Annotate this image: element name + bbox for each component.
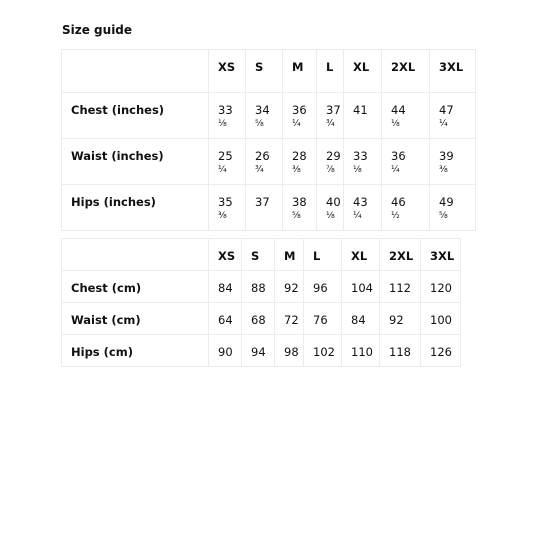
measurement-cell: 118: [380, 335, 421, 367]
measurement-cell: [246, 185, 283, 231]
measurement-fraction: ¼: [353, 211, 362, 221]
size-header: S: [246, 50, 283, 93]
measurement-whole: 34: [255, 103, 270, 117]
row-label: Hips (inches): [62, 185, 209, 231]
measurement-cell: [344, 185, 382, 231]
measurement-cell: [430, 185, 476, 231]
row-label: Hips (cm): [62, 335, 209, 367]
measurement-fraction: ¼: [391, 165, 400, 175]
size-header: 2XL: [380, 239, 421, 271]
measurement-cell: 110: [342, 335, 380, 367]
measurement-whole: 35: [218, 195, 233, 209]
measurement-fraction: ⅛: [391, 119, 400, 129]
measurement-fraction: ⅛: [218, 119, 227, 129]
measurement-whole: 26: [255, 149, 270, 163]
measurement-whole: 40: [326, 195, 341, 209]
header-corner-cell: [62, 50, 209, 93]
measurement-cell: [209, 93, 246, 139]
table-row: [62, 271, 461, 303]
measurement-whole: 28: [292, 149, 307, 163]
measurement-cell: [283, 185, 317, 231]
size-header: M: [275, 239, 304, 271]
measurement-whole: 46: [391, 195, 406, 209]
measurement-cell: 96: [304, 271, 342, 303]
size-table-inches: [61, 49, 476, 231]
measurement-cell: 100: [421, 303, 461, 335]
measurement-whole: 33: [353, 149, 368, 163]
measurement-cell: [209, 139, 246, 185]
measurement-whole: 39: [439, 149, 454, 163]
measurement-fraction: ⅜: [439, 165, 448, 175]
measurement-cell: 92: [380, 303, 421, 335]
size-header: M: [283, 50, 317, 93]
size-header: L: [317, 50, 344, 93]
measurement-fraction: ⅜: [218, 211, 227, 221]
size-header: XS: [209, 239, 242, 271]
measurement-cell: [317, 185, 344, 231]
measurement-cell: 88: [242, 271, 275, 303]
header-corner-cell: [62, 239, 209, 271]
measurement-cell: 76: [304, 303, 342, 335]
measurement-fraction: ⅝: [439, 211, 448, 221]
measurement-cell: 126: [421, 335, 461, 367]
measurement-whole: 36: [292, 103, 307, 117]
measurement-cell: [283, 139, 317, 185]
measurement-cell: [246, 139, 283, 185]
measurement-whole: 38: [292, 195, 307, 209]
measurement-fraction: ¼: [218, 165, 227, 175]
measurement-cell: 90: [209, 335, 242, 367]
measurement-whole: 41: [353, 103, 368, 117]
measurement-whole: 33: [218, 103, 233, 117]
measurement-cell: 120: [421, 271, 461, 303]
header-row: [62, 239, 461, 271]
measurement-fraction: ⅛: [326, 211, 335, 221]
row-label: Chest (inches): [62, 93, 209, 139]
size-header: XS: [209, 50, 246, 93]
measurement-cell: [317, 139, 344, 185]
table-row: [62, 303, 461, 335]
table-row: [62, 335, 461, 367]
measurement-fraction: ⅞: [326, 165, 335, 175]
measurement-cell: [344, 139, 382, 185]
measurement-cell: [344, 93, 382, 139]
measurement-fraction: ¼: [439, 119, 448, 129]
measurement-cell: [246, 93, 283, 139]
measurement-cell: 64: [209, 303, 242, 335]
row-label: Chest (cm): [62, 271, 209, 303]
measurement-fraction: ⅝: [292, 211, 301, 221]
measurement-fraction: ½: [391, 211, 400, 221]
row-label: Waist (inches): [62, 139, 209, 185]
measurement-cell: 68: [242, 303, 275, 335]
measurement-cell: 98: [275, 335, 304, 367]
size-header: XL: [342, 239, 380, 271]
measurement-cell: 94: [242, 335, 275, 367]
measurement-fraction: ⅜: [292, 165, 301, 175]
measurement-cell: [283, 93, 317, 139]
measurement-cell: [209, 185, 246, 231]
measurement-cell: [382, 93, 430, 139]
row-label: Waist (cm): [62, 303, 209, 335]
measurement-whole: 25: [218, 149, 233, 163]
measurement-whole: 37: [255, 195, 270, 209]
measurement-fraction: ⅝: [255, 119, 264, 129]
measurement-cell: [382, 139, 430, 185]
measurement-fraction: ¾: [255, 165, 264, 175]
measurement-whole: 43: [353, 195, 368, 209]
size-header: S: [242, 239, 275, 271]
measurement-fraction: ¼: [292, 119, 301, 129]
measurement-whole: 29: [326, 149, 341, 163]
measurement-cell: 84: [209, 271, 242, 303]
measurement-cell: [317, 93, 344, 139]
table-row: [62, 185, 476, 231]
size-header: 3XL: [430, 50, 476, 93]
measurement-cell: [430, 139, 476, 185]
measurement-cell: 112: [380, 271, 421, 303]
size-header: L: [304, 239, 342, 271]
measurement-cell: 72: [275, 303, 304, 335]
size-header: 3XL: [421, 239, 461, 271]
measurement-cell: 102: [304, 335, 342, 367]
page-title: Size guide: [62, 23, 133, 37]
measurement-cell: 104: [342, 271, 380, 303]
measurement-cell: [430, 93, 476, 139]
header-row: [62, 50, 476, 93]
table-row: [62, 139, 476, 185]
measurement-cell: [382, 185, 430, 231]
measurement-cell: 92: [275, 271, 304, 303]
measurement-whole: 49: [439, 195, 454, 209]
measurement-whole: 36: [391, 149, 406, 163]
measurement-whole: 44: [391, 103, 406, 117]
measurement-fraction: ⅛: [353, 165, 362, 175]
measurement-fraction: ¾: [326, 119, 335, 129]
table-row: [62, 93, 476, 139]
measurement-whole: 37: [326, 103, 341, 117]
size-header: 2XL: [382, 50, 430, 93]
size-table-cm: [61, 238, 461, 367]
measurement-whole: 47: [439, 103, 454, 117]
measurement-cell: 84: [342, 303, 380, 335]
size-header: XL: [344, 50, 382, 93]
